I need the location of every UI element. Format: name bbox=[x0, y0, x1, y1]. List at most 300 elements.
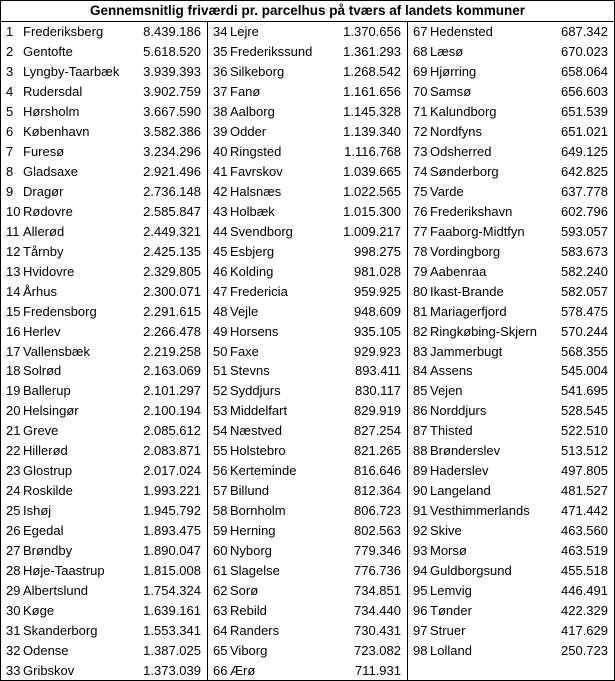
value-cell: 582.057 bbox=[561, 283, 608, 299]
table-row bbox=[208, 222, 407, 242]
rank-cell: 59 bbox=[213, 523, 228, 539]
rank-cell: 85 bbox=[413, 383, 428, 399]
table-row bbox=[1, 461, 207, 481]
table-row bbox=[208, 122, 407, 142]
value-cell: 2.100.194 bbox=[143, 403, 201, 419]
value-cell: 3.234.296 bbox=[143, 143, 201, 159]
value-cell: 463.560 bbox=[561, 523, 608, 539]
table-row bbox=[208, 421, 407, 441]
table-row bbox=[1, 641, 207, 661]
municipality-name: Hørsholm bbox=[23, 103, 80, 119]
municipality-name: Aalborg bbox=[230, 103, 275, 119]
rank-cell: 3 bbox=[6, 63, 14, 79]
table-row bbox=[408, 182, 614, 202]
municipality-name: Solrød bbox=[23, 363, 62, 379]
rank-cell: 62 bbox=[213, 583, 228, 599]
table-row bbox=[208, 441, 407, 461]
table-column-1 bbox=[1, 22, 207, 681]
table-row bbox=[408, 42, 614, 62]
rank-cell: 56 bbox=[213, 463, 228, 479]
municipality-name: Slagelse bbox=[230, 563, 280, 579]
municipality-name: Albertslund bbox=[23, 583, 89, 599]
table-row bbox=[1, 361, 207, 381]
municipality-name: Varde bbox=[430, 183, 464, 199]
rank-cell: 55 bbox=[213, 443, 228, 459]
municipality-name: Frederikshavn bbox=[430, 203, 513, 219]
table-row bbox=[1, 381, 207, 401]
municipality-name: Thisted bbox=[430, 423, 473, 439]
municipality-name: Samsø bbox=[430, 83, 472, 99]
rank-cell: 76 bbox=[413, 203, 428, 219]
municipality-name: Ærø bbox=[230, 663, 256, 678]
rank-cell: 68 bbox=[413, 43, 428, 59]
value-cell: 568.355 bbox=[561, 343, 608, 359]
municipality-name: Sorø bbox=[230, 583, 259, 599]
municipality-name: Kolding bbox=[230, 263, 274, 279]
municipality-name: Stevns bbox=[230, 363, 270, 379]
rank-cell: 60 bbox=[213, 543, 228, 559]
table-row bbox=[408, 222, 614, 242]
value-cell: 816.646 bbox=[354, 463, 401, 479]
municipality-name: Gladsaxe bbox=[23, 163, 78, 179]
table-row bbox=[1, 202, 207, 222]
value-cell: 5.618.520 bbox=[143, 43, 201, 59]
table-row bbox=[1, 561, 207, 581]
table-row bbox=[1, 242, 207, 262]
table-row bbox=[1, 282, 207, 302]
municipality-name: Ringsted bbox=[230, 143, 282, 159]
table-row bbox=[208, 461, 407, 481]
value-cell: 830.117 bbox=[354, 383, 401, 399]
rank-cell: 95 bbox=[413, 583, 428, 599]
rank-cell: 10 bbox=[6, 203, 21, 219]
table-row bbox=[208, 322, 407, 342]
value-cell: 1.361.293 bbox=[343, 43, 401, 59]
table-row bbox=[208, 621, 407, 641]
table-row bbox=[408, 102, 614, 122]
municipality-name: Brønderslev bbox=[430, 443, 501, 459]
rank-cell: 73 bbox=[413, 143, 428, 159]
municipality-name: Vesthimmerlands bbox=[430, 503, 530, 519]
value-cell: 1.945.792 bbox=[143, 503, 201, 519]
rank-cell: 43 bbox=[213, 203, 228, 219]
value-cell: 1.373.039 bbox=[143, 663, 201, 678]
municipality-name: Sønderborg bbox=[430, 163, 499, 179]
value-cell: 806.723 bbox=[354, 503, 401, 519]
municipality-name: Kerteminde bbox=[230, 463, 297, 479]
value-cell: 776.736 bbox=[354, 563, 401, 579]
table-row bbox=[1, 322, 207, 342]
municipality-name: Fredericia bbox=[230, 283, 288, 299]
table-row bbox=[408, 342, 614, 362]
rank-cell: 46 bbox=[213, 263, 228, 279]
rank-cell: 80 bbox=[413, 283, 428, 299]
rank-cell: 42 bbox=[213, 183, 228, 199]
rank-cell: 70 bbox=[413, 83, 428, 99]
value-cell: 998.275 bbox=[354, 243, 401, 259]
table-row bbox=[408, 441, 614, 461]
table-row bbox=[1, 162, 207, 182]
rank-cell: 63 bbox=[213, 603, 228, 619]
value-cell: 1.039.665 bbox=[343, 163, 401, 179]
municipality-name: Morsø bbox=[430, 543, 467, 559]
table-row bbox=[208, 361, 407, 381]
value-cell: 582.240 bbox=[561, 263, 608, 279]
table-row bbox=[1, 142, 207, 162]
municipality-name: Lolland bbox=[430, 643, 472, 659]
value-cell: 1.009.217 bbox=[343, 223, 401, 239]
table-row bbox=[1, 302, 207, 322]
rank-cell: 49 bbox=[213, 323, 228, 339]
rank-cell: 30 bbox=[6, 603, 21, 619]
rank-cell: 66 bbox=[213, 663, 228, 678]
table-row bbox=[208, 401, 407, 421]
municipality-name: Dragør bbox=[23, 183, 64, 199]
rank-cell: 96 bbox=[413, 603, 428, 619]
value-cell: 446.491 bbox=[561, 583, 608, 599]
table-row bbox=[1, 122, 207, 142]
municipality-name: Holbæk bbox=[230, 203, 275, 219]
rank-cell: 69 bbox=[413, 63, 428, 79]
table-title: Gennemsnitlig friværdi pr. parcelhus på tværs af landets kommuner bbox=[1, 1, 614, 22]
rank-cell: 33 bbox=[6, 663, 21, 678]
value-cell: 417.629 bbox=[561, 623, 608, 639]
value-cell: 812.364 bbox=[354, 483, 401, 499]
rank-cell: 54 bbox=[213, 423, 228, 439]
rank-cell: 81 bbox=[413, 303, 428, 319]
municipality-name: Syddjurs bbox=[230, 383, 281, 399]
value-cell: 8.439.186 bbox=[143, 24, 201, 39]
value-cell: 929.923 bbox=[354, 343, 401, 359]
municipality-name: Silkeborg bbox=[230, 63, 285, 79]
table-row bbox=[208, 342, 407, 362]
value-cell: 481.527 bbox=[561, 483, 608, 499]
rank-cell: 58 bbox=[213, 503, 228, 519]
rank-cell: 36 bbox=[213, 63, 228, 79]
municipality-name: Helsingør bbox=[23, 403, 79, 419]
value-cell: 981.028 bbox=[354, 263, 401, 279]
value-cell: 3.582.386 bbox=[143, 123, 201, 139]
rank-cell: 17 bbox=[6, 343, 21, 359]
value-cell: 593.057 bbox=[561, 223, 608, 239]
municipality-name: Næstved bbox=[230, 423, 283, 439]
value-cell: 1.139.340 bbox=[343, 123, 401, 139]
value-cell: 656.603 bbox=[561, 83, 608, 99]
rank-cell: 98 bbox=[413, 643, 428, 659]
municipality-name: Halsnæs bbox=[230, 183, 282, 199]
municipality-name: Svendborg bbox=[230, 223, 293, 239]
value-cell: 1.815.008 bbox=[143, 563, 201, 579]
table-row bbox=[408, 381, 614, 401]
municipality-name: Furesø bbox=[23, 143, 65, 159]
value-cell: 1.370.656 bbox=[343, 24, 401, 39]
rank-cell: 29 bbox=[6, 583, 21, 599]
municipality-name: Lemvig bbox=[430, 583, 472, 599]
value-cell: 2.291.615 bbox=[143, 303, 201, 319]
value-cell: 602.796 bbox=[561, 203, 608, 219]
table-row bbox=[208, 82, 407, 102]
municipality-name: Tårnby bbox=[23, 243, 64, 259]
table-row bbox=[408, 322, 614, 342]
table-row bbox=[1, 82, 207, 102]
rank-cell: 19 bbox=[6, 383, 21, 399]
rank-cell: 72 bbox=[413, 123, 428, 139]
value-cell: 3.667.590 bbox=[143, 103, 201, 119]
rank-cell: 79 bbox=[413, 263, 428, 279]
value-cell: 2.083.871 bbox=[143, 443, 201, 459]
municipality-name: Ballerup bbox=[23, 383, 71, 399]
value-cell: 734.440 bbox=[354, 603, 401, 619]
rank-cell: 84 bbox=[413, 363, 428, 379]
table-row bbox=[208, 381, 407, 401]
table-row bbox=[208, 481, 407, 501]
rank-cell: 53 bbox=[213, 403, 228, 419]
rank-cell: 67 bbox=[413, 24, 428, 39]
value-cell: 2.300.071 bbox=[143, 283, 201, 299]
municipality-name: Frederiksberg bbox=[23, 24, 104, 39]
value-cell: 2.163.069 bbox=[143, 363, 201, 379]
rank-cell: 15 bbox=[6, 303, 21, 319]
municipality-name: Vejen bbox=[430, 383, 463, 399]
value-cell: 583.673 bbox=[561, 243, 608, 259]
value-cell: 1.754.324 bbox=[143, 583, 201, 599]
table-row bbox=[408, 481, 614, 501]
value-cell: 649.125 bbox=[561, 143, 608, 159]
value-cell: 893.411 bbox=[354, 363, 401, 379]
municipality-name: Norddjurs bbox=[430, 403, 487, 419]
municipality-name: Vordingborg bbox=[430, 243, 501, 259]
municipality-name: Esbjerg bbox=[230, 243, 275, 259]
municipality-name: Gentofte bbox=[23, 43, 73, 59]
municipality-name: Billund bbox=[230, 483, 270, 499]
rank-cell: 78 bbox=[413, 243, 428, 259]
table-row bbox=[208, 541, 407, 561]
value-cell: 250.723 bbox=[561, 643, 608, 659]
value-cell: 730.431 bbox=[354, 623, 401, 639]
rank-cell: 50 bbox=[213, 343, 228, 359]
table-row bbox=[208, 661, 407, 681]
value-cell: 821.265 bbox=[354, 443, 401, 459]
rank-cell: 25 bbox=[6, 503, 21, 519]
rank-cell: 28 bbox=[6, 563, 21, 579]
municipality-name: Fredensborg bbox=[23, 303, 97, 319]
rank-cell: 1 bbox=[6, 24, 14, 39]
table-row bbox=[1, 441, 207, 461]
value-cell: 1.639.161 bbox=[143, 603, 201, 619]
value-cell: 2.921.496 bbox=[143, 163, 201, 179]
value-cell: 463.519 bbox=[561, 543, 608, 559]
value-cell: 578.475 bbox=[561, 303, 608, 319]
table-row bbox=[1, 521, 207, 541]
table-row bbox=[408, 142, 614, 162]
municipality-name: Ishøj bbox=[23, 503, 52, 519]
municipality-name: Århus bbox=[23, 283, 57, 299]
municipality-name: Mariagerfjord bbox=[430, 303, 507, 319]
rank-cell: 20 bbox=[6, 403, 21, 419]
municipality-name: Aabenraa bbox=[430, 263, 487, 279]
table-row bbox=[1, 222, 207, 242]
value-cell: 1.553.341 bbox=[143, 623, 201, 639]
rank-cell: 13 bbox=[6, 263, 21, 279]
value-cell: 1.890.047 bbox=[143, 543, 201, 559]
rank-cell: 31 bbox=[6, 623, 21, 639]
table-row bbox=[1, 541, 207, 561]
municipality-name: Egedal bbox=[23, 523, 64, 539]
municipality-name: Hillerød bbox=[23, 443, 68, 459]
municipality-name: Struer bbox=[430, 623, 466, 639]
rank-cell: 7 bbox=[6, 143, 14, 159]
rank-cell: 93 bbox=[413, 543, 428, 559]
value-cell: 2.101.297 bbox=[143, 383, 201, 399]
rank-cell: 88 bbox=[413, 443, 428, 459]
municipality-name: Ringkøbing-Skjern bbox=[430, 323, 537, 339]
rank-cell: 87 bbox=[413, 423, 428, 439]
municipality-name: Faxe bbox=[230, 343, 259, 359]
rank-cell: 86 bbox=[413, 403, 428, 419]
rank-cell: 35 bbox=[213, 43, 228, 59]
municipality-name: Herning bbox=[230, 523, 276, 539]
municipality-name: Rebild bbox=[230, 603, 267, 619]
table-row bbox=[1, 621, 207, 641]
value-cell: 651.539 bbox=[561, 103, 608, 119]
table-row bbox=[408, 361, 614, 381]
value-cell: 2.449.321 bbox=[143, 223, 201, 239]
rank-cell: 6 bbox=[6, 123, 14, 139]
value-cell: 1.387.025 bbox=[143, 643, 201, 659]
table-row bbox=[208, 162, 407, 182]
rank-cell: 48 bbox=[213, 303, 228, 319]
rank-cell: 91 bbox=[413, 503, 428, 519]
value-cell: 3.939.393 bbox=[143, 63, 201, 79]
municipality-name: Haderslev bbox=[430, 463, 489, 479]
rank-cell: 89 bbox=[413, 463, 428, 479]
table-row bbox=[408, 561, 614, 581]
rank-cell: 45 bbox=[213, 243, 228, 259]
value-cell: 1.268.542 bbox=[343, 63, 401, 79]
rank-cell: 37 bbox=[213, 83, 228, 99]
value-cell: 513.512 bbox=[561, 443, 608, 459]
table-row bbox=[408, 421, 614, 441]
value-cell: 528.545 bbox=[561, 403, 608, 419]
value-cell: 3.902.759 bbox=[143, 83, 201, 99]
municipality-name: Allerød bbox=[23, 223, 65, 239]
table-row bbox=[1, 601, 207, 621]
value-cell: 829.919 bbox=[354, 403, 401, 419]
table-row bbox=[408, 122, 614, 142]
value-cell: 802.563 bbox=[354, 523, 401, 539]
table-row bbox=[1, 501, 207, 521]
value-cell: 1.116.768 bbox=[344, 143, 401, 159]
value-cell: 2.585.847 bbox=[143, 203, 201, 219]
municipality-name: Rudersdal bbox=[23, 83, 83, 99]
municipality-name: Odsherred bbox=[430, 143, 492, 159]
value-cell: 471.442 bbox=[561, 503, 608, 519]
municipality-name: Vejle bbox=[230, 303, 259, 319]
table-row bbox=[408, 62, 614, 82]
table-row bbox=[208, 202, 407, 222]
rank-cell: 23 bbox=[6, 463, 21, 479]
table-row bbox=[408, 302, 614, 322]
table-row bbox=[1, 182, 207, 202]
table-row bbox=[208, 262, 407, 282]
value-cell: 2.219.258 bbox=[143, 343, 201, 359]
table-row bbox=[408, 601, 614, 621]
municipality-name: Bornholm bbox=[230, 503, 286, 519]
municipality-name: Læsø bbox=[430, 43, 464, 59]
value-cell: 827.254 bbox=[354, 423, 401, 439]
table-row bbox=[408, 282, 614, 302]
value-cell: 651.021 bbox=[561, 123, 608, 139]
rank-cell: 71 bbox=[413, 103, 428, 119]
table-row bbox=[208, 601, 407, 621]
table-row bbox=[1, 62, 207, 82]
rank-cell: 4 bbox=[6, 83, 14, 99]
rank-cell: 65 bbox=[213, 643, 228, 659]
municipality-name: Middelfart bbox=[230, 403, 288, 419]
municipality-name: Skive bbox=[430, 523, 462, 539]
municipality-name: Langeland bbox=[430, 483, 491, 499]
municipality-name: Assens bbox=[430, 363, 473, 379]
value-cell: 2.017.024 bbox=[143, 463, 201, 479]
rank-cell: 52 bbox=[213, 383, 228, 399]
rank-cell: 18 bbox=[6, 363, 21, 379]
table-row bbox=[1, 262, 207, 282]
rank-cell: 75 bbox=[413, 183, 428, 199]
municipality-name: Nordfyns bbox=[430, 123, 483, 139]
municipality-name: Guldborgsund bbox=[430, 563, 512, 579]
municipality-name: Randers bbox=[230, 623, 280, 639]
municipality-name: Tønder bbox=[430, 603, 472, 619]
municipality-name: Odder bbox=[230, 123, 267, 139]
table-row bbox=[408, 541, 614, 561]
rank-cell: 41 bbox=[213, 163, 228, 179]
table-column-2 bbox=[207, 22, 407, 681]
table-row bbox=[408, 82, 614, 102]
municipality-name: Faaborg-Midtfyn bbox=[430, 223, 525, 239]
municipality-name: Høje-Taastrup bbox=[23, 563, 105, 579]
value-cell: 1.145.328 bbox=[343, 103, 401, 119]
rank-cell: 83 bbox=[413, 343, 428, 359]
table-row bbox=[208, 521, 407, 541]
rank-cell: 21 bbox=[6, 423, 21, 439]
value-cell: 2.085.612 bbox=[143, 423, 201, 439]
value-cell: 948.609 bbox=[354, 303, 401, 319]
rank-cell: 51 bbox=[213, 363, 228, 379]
value-cell: 2.736.148 bbox=[143, 183, 201, 199]
rank-cell: 8 bbox=[6, 163, 14, 179]
rank-cell: 24 bbox=[6, 483, 21, 499]
municipality-name: Hvidovre bbox=[23, 263, 75, 279]
table-row bbox=[408, 621, 614, 641]
municipality-name: Gribskov bbox=[23, 663, 75, 678]
table-row bbox=[408, 401, 614, 421]
municipality-name: Køge bbox=[23, 603, 55, 619]
value-cell: 959.925 bbox=[354, 283, 401, 299]
table-row bbox=[408, 22, 614, 42]
table-grid bbox=[1, 22, 614, 681]
value-cell: 1.993.221 bbox=[143, 483, 201, 499]
rank-cell: 40 bbox=[213, 143, 228, 159]
table-column-3 bbox=[407, 22, 614, 681]
table-row bbox=[208, 282, 407, 302]
municipality-name: Hjørring bbox=[430, 63, 477, 79]
table-row bbox=[408, 262, 614, 282]
value-cell: 935.105 bbox=[354, 323, 401, 339]
rank-cell: 12 bbox=[6, 243, 21, 259]
municipality-name: København bbox=[23, 123, 90, 139]
municipality-name: Horsens bbox=[230, 323, 279, 339]
municipality-name: Herlev bbox=[23, 323, 61, 339]
